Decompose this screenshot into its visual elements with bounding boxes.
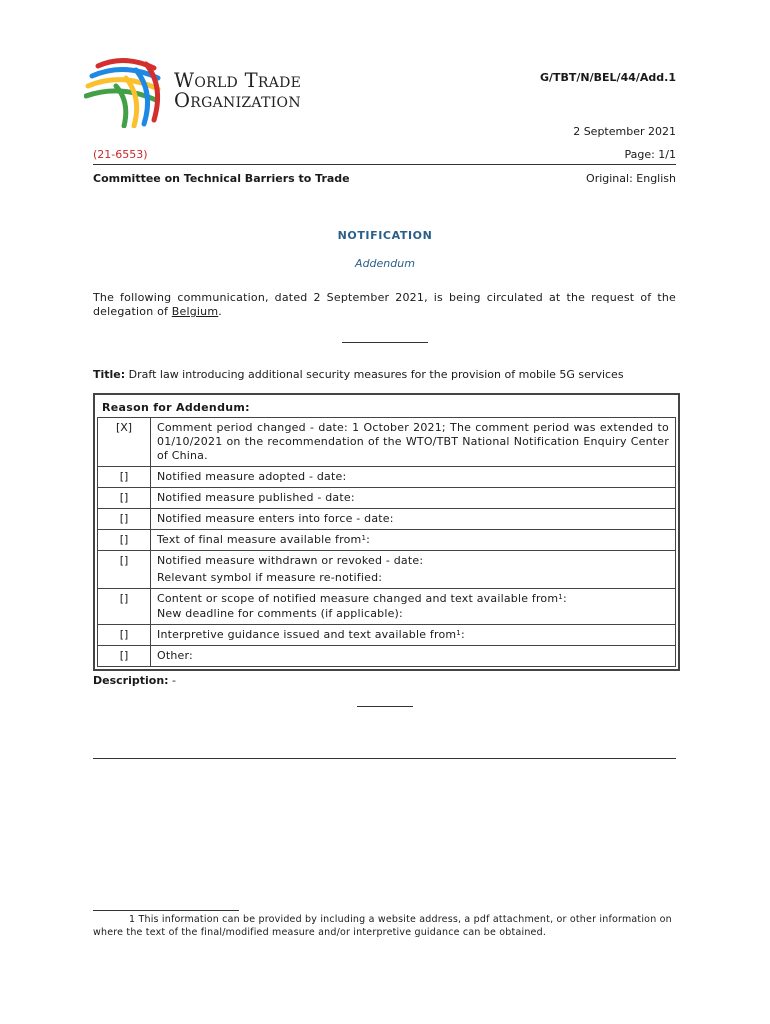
row-checkbox: [] <box>98 509 151 529</box>
row-checkbox: [X] <box>98 418 151 466</box>
row-text <box>151 646 675 666</box>
row-line: Notified measure published - date: <box>157 491 355 504</box>
intro-paragraph <box>93 291 676 319</box>
header-divider <box>93 164 676 165</box>
document-number: (21-6553) <box>93 148 148 161</box>
original-language: Original: English <box>586 172 676 185</box>
table-row <box>98 550 675 588</box>
organization-name <box>174 71 301 111</box>
row-checkbox: [] <box>98 467 151 487</box>
row-text <box>151 551 675 588</box>
addendum-subheading: Addendum <box>355 257 415 270</box>
table-row <box>98 418 675 466</box>
measure-title <box>93 368 624 381</box>
row-checkbox: [] <box>98 551 151 588</box>
table-row <box>98 624 675 645</box>
row-line: Content or scope of notified measure changed and text available from <box>157 592 559 605</box>
row-text <box>151 589 675 624</box>
committee-name: Committee on Technical Barriers to Trade <box>93 172 350 185</box>
row-text <box>151 488 675 508</box>
row-checkbox: [] <box>98 488 151 508</box>
row-text <box>151 418 675 466</box>
row-checkbox: [] <box>98 646 151 666</box>
row-line: Other: <box>157 649 193 662</box>
row-text <box>151 467 675 487</box>
footnote-ref: 1 <box>558 593 563 601</box>
row-line-2: New deadline for comments (if applicable): <box>157 607 403 620</box>
member-name: Belgium <box>171 305 219 318</box>
section-separator <box>342 342 428 343</box>
footnote-ref: 1 <box>456 629 461 637</box>
row-checkbox: [] <box>98 530 151 550</box>
table-row <box>98 487 675 508</box>
table-row <box>98 529 675 550</box>
row-line: Text of final measure available from <box>157 533 362 546</box>
table-row <box>98 508 675 529</box>
row-colon: : <box>562 592 567 605</box>
row-checkbox: [] <box>98 625 151 645</box>
page-divider <box>93 758 676 759</box>
row-text <box>151 509 675 529</box>
document-symbol: G/TBT/N/BEL/44/Add.1 <box>539 71 676 84</box>
reason-table-heading: Reason for Addendum: <box>102 401 250 414</box>
title-label: Title: <box>93 368 126 381</box>
table-row <box>98 645 675 666</box>
footnote: 1 This information can be provided by including a website address, a pdf attachment, or other information on where the text of the final/modified measure and/or interpretive guidance can be obtained. <box>93 914 672 938</box>
page-number: Page: 1/1 <box>624 148 676 161</box>
row-line-2: Relevant symbol if measure re-notified: <box>157 571 383 584</box>
org-name-line2: Organization <box>174 89 301 112</box>
row-line: Notified measure withdrawn or revoked - date: <box>157 554 424 567</box>
title-text: Draft law introducing additional security measures for the provision of mobile 5G services <box>125 368 624 381</box>
intro-text: The following communication, dated 2 September 2021, is being circulated at the request of the delegation of <box>93 291 676 318</box>
row-line: Notified measure enters into force - date: <box>157 512 394 525</box>
reason-rows <box>97 417 676 667</box>
row-text <box>151 530 675 550</box>
row-colon: : <box>366 533 371 546</box>
row-checkbox: [] <box>98 589 151 624</box>
description-label: Description: <box>93 674 169 687</box>
wto-logo-icon <box>84 56 174 128</box>
footnote-rule <box>93 910 239 911</box>
footnote-ref: 1 <box>361 534 367 542</box>
row-text <box>151 625 675 645</box>
end-separator <box>357 706 413 707</box>
description <box>93 674 176 687</box>
document-date: 2 September 2021 <box>573 125 676 138</box>
table-row <box>98 588 675 624</box>
notification-heading: NOTIFICATION <box>337 229 433 242</box>
intro-end: . <box>218 305 222 318</box>
row-line: Comment period changed - date: 1 October 2021; The comment period was extended to 01/10/2021 on the recommendation of the WTO/TBT National Notification Enquiry Center of China. <box>157 421 669 462</box>
table-row <box>98 466 675 487</box>
row-line: Interpretive guidance issued and text available from <box>157 628 457 641</box>
org-name-line1: World Trade <box>174 69 302 92</box>
row-line: Notified measure adopted - date: <box>157 470 347 483</box>
reason-table <box>93 393 680 671</box>
description-text: - <box>168 674 177 687</box>
row-colon: : <box>460 628 465 641</box>
